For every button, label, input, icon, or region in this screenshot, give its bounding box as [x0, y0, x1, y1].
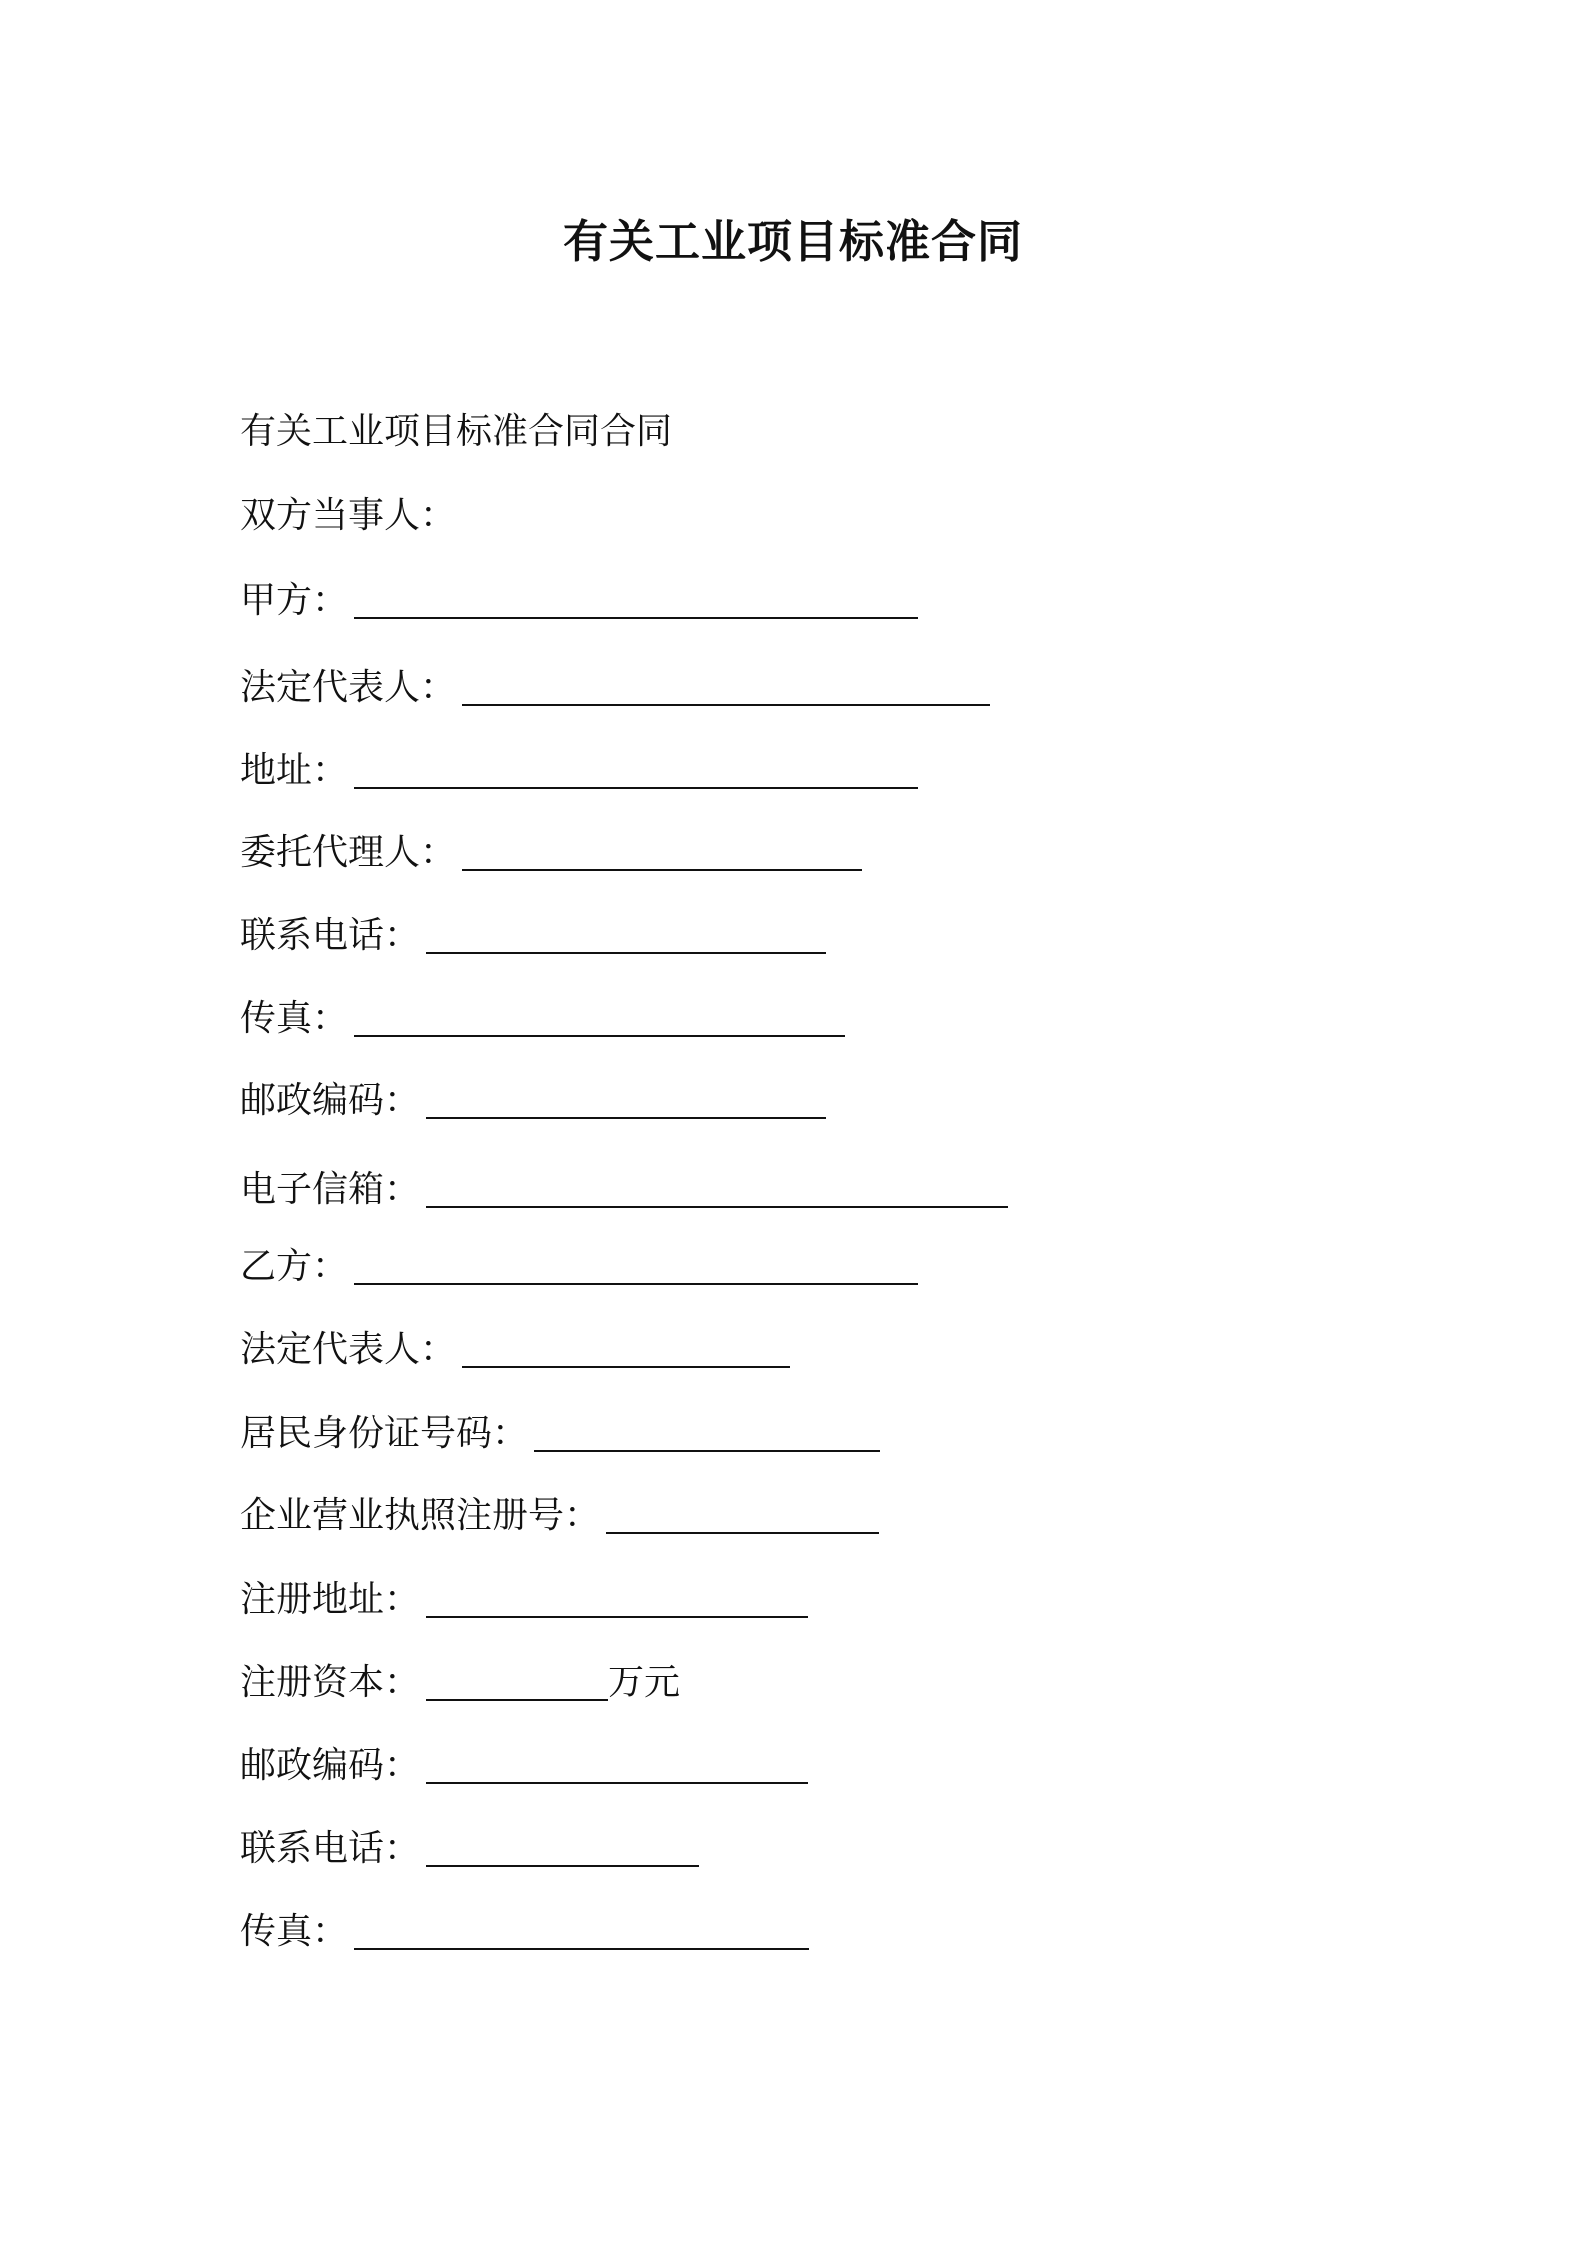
field-label: 法定代表人： — [240, 667, 457, 708]
fill-in-blank[interactable] — [426, 1665, 608, 1701]
field-line — [240, 577, 918, 625]
field-label: 企业营业执照注册号： — [240, 1495, 601, 1536]
field-label: 居民身份证号码： — [240, 1413, 529, 1454]
field-line — [240, 1326, 790, 1374]
field-label: 邮政编码： — [240, 1745, 421, 1786]
fill-in-blank[interactable] — [462, 670, 990, 706]
field-label: 注册地址： — [240, 1579, 421, 1620]
document-title: 有关工业项目标准合同 — [562, 215, 1023, 268]
fill-in-blank[interactable] — [534, 1416, 880, 1452]
field-line — [240, 747, 918, 795]
fill-in-blank[interactable] — [426, 1831, 699, 1867]
field-line — [240, 912, 826, 960]
fill-in-blank[interactable] — [426, 1172, 1008, 1208]
fill-in-blank[interactable] — [462, 835, 862, 871]
field-label: 联系电话： — [240, 1828, 421, 1869]
field-line — [240, 1742, 808, 1790]
field-label: 乙方： — [240, 1246, 349, 1287]
field-label: 联系电话： — [240, 915, 421, 956]
fill-in-blank[interactable] — [354, 1001, 845, 1037]
field-label: 注册资本： — [240, 1662, 421, 1703]
field-line — [240, 1410, 880, 1458]
fill-in-blank[interactable] — [354, 753, 918, 789]
field-label: 地址： — [240, 750, 349, 791]
parties-label: 双方当事人： — [240, 495, 457, 536]
field-label: 委托代理人： — [240, 832, 457, 873]
field-line — [240, 1492, 879, 1540]
fill-in-blank[interactable] — [354, 1914, 809, 1950]
field-line — [240, 1659, 680, 1707]
fill-in-blank[interactable] — [354, 1249, 918, 1285]
field-label: 法定代表人： — [240, 1329, 457, 1370]
fill-in-blank[interactable] — [354, 583, 918, 619]
field-line — [240, 829, 862, 877]
field-line — [240, 664, 990, 712]
field-label: 邮政编码： — [240, 1080, 421, 1121]
fill-in-blank[interactable] — [426, 918, 826, 954]
field-line — [240, 1243, 918, 1291]
field-label: 电子信箱： — [240, 1169, 421, 1210]
field-label: 甲方： — [240, 580, 349, 621]
field-line — [240, 1166, 1008, 1214]
document-subtitle: 有关工业项目标准合同合同 — [240, 411, 673, 452]
field-line — [240, 1576, 808, 1624]
field-line — [240, 1908, 809, 1956]
field-unit-suffix: 万元 — [608, 1662, 681, 1703]
fill-in-blank[interactable] — [462, 1332, 790, 1368]
field-label: 传真： — [240, 1911, 349, 1952]
field-label: 传真： — [240, 998, 349, 1039]
field-line — [240, 995, 845, 1043]
fill-in-blank[interactable] — [426, 1582, 808, 1618]
field-line — [240, 1825, 699, 1873]
fill-in-blank[interactable] — [426, 1083, 826, 1119]
field-line — [240, 1077, 826, 1125]
fill-in-blank[interactable] — [606, 1498, 879, 1534]
fill-in-blank[interactable] — [426, 1748, 808, 1784]
